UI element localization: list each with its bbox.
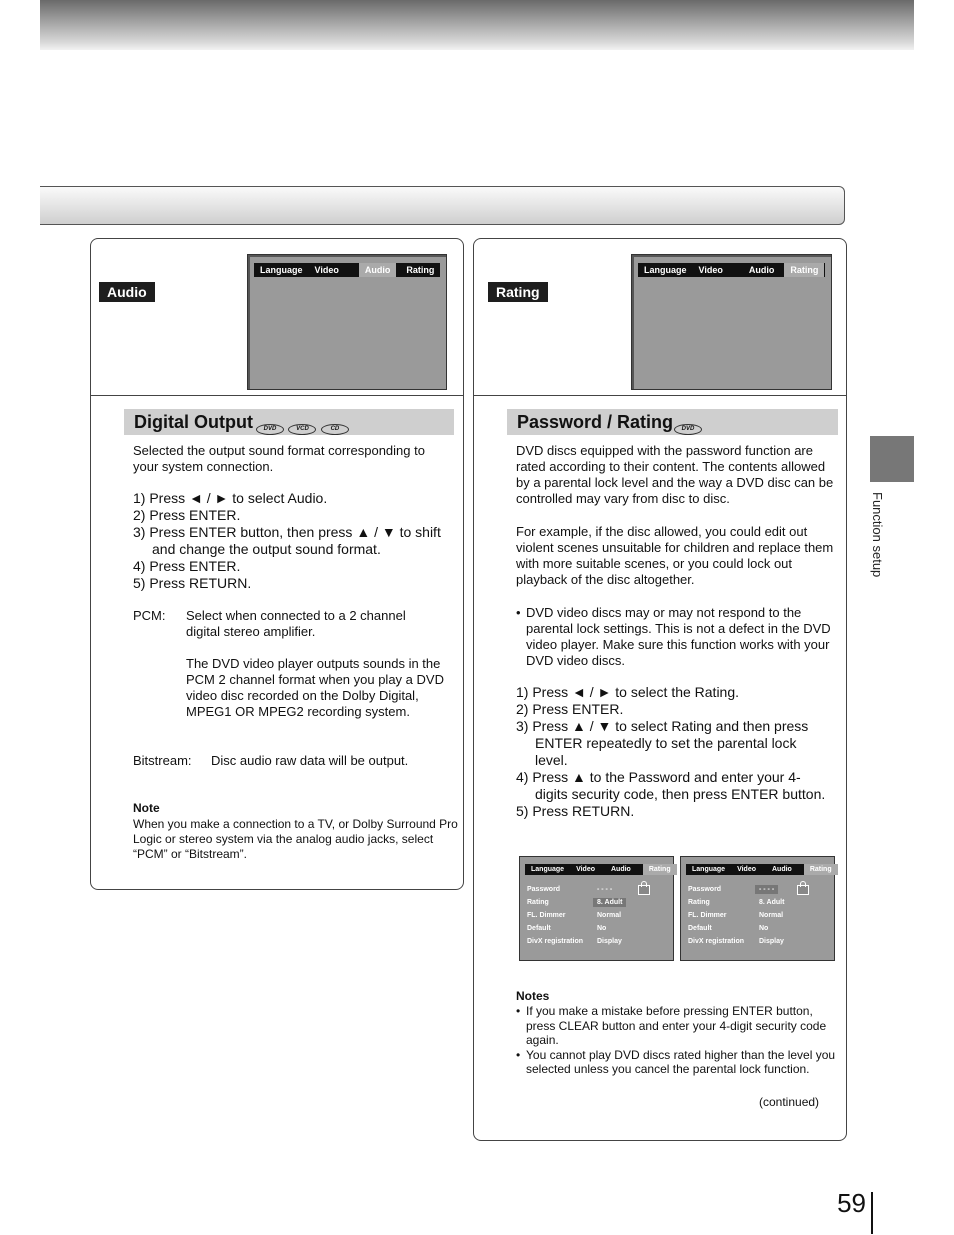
menu-label-rating: Rating	[688, 899, 710, 906]
divider	[474, 395, 846, 396]
osd-tab-language: Language	[644, 265, 687, 275]
osd-tab-language: Language	[260, 265, 303, 275]
step-5: 5) Press RETURN.	[516, 803, 635, 819]
step-5: 5) Press RETURN.	[133, 575, 252, 591]
divider	[91, 395, 463, 396]
disc-icons	[674, 417, 702, 435]
note-text: When you make a connection to a TV, or Dolby Surround Pro Logic or stereo system via the analog audio jacks, select “PCM” or “Bitstream”.	[133, 817, 458, 861]
pcm-label: PCM:	[133, 608, 166, 623]
steps	[133, 490, 459, 592]
menu-label-default: Default	[527, 925, 551, 932]
continued-label: (continued)	[759, 1095, 820, 1109]
menu-label-password: Password	[527, 886, 561, 893]
menu-value-default: No	[759, 925, 769, 932]
notes-title: Notes	[516, 989, 550, 1003]
side-tab-marker	[870, 436, 914, 482]
section-title-bar	[40, 186, 845, 225]
bullet-item: • DVD video discs may or may not respond to the parental lock settings. This is not a defect in the DVD video player. Make sure this function works with your DVD video discs.	[516, 605, 834, 669]
dvd-disc-icon: DVD	[256, 424, 284, 435]
rating-osd-screen	[631, 254, 832, 390]
password-rating-header	[507, 409, 838, 435]
note-text: If you make a mistake before pressing ENTER button, press CLEAR button and enter your 4-digit security code again.	[526, 1004, 827, 1047]
menu-label-dimmer: FL. Dimmer	[688, 912, 727, 919]
notes-list	[516, 1004, 836, 1077]
menu-tab-rating: Rating	[804, 864, 838, 875]
step-1: 1) Press ◄ / ► to select Audio.	[133, 490, 328, 506]
pcm-text-2: The DVD video player outputs sounds in the PCM 2 channel format when you play a DVD video disc recorded on the Dolby Digital, MPEG1 OR MPEG2 recording system.	[186, 656, 444, 719]
cd-disc-icon: CD	[321, 424, 349, 435]
step-3: 3) Press ▲ / ▼ to select Rating and then press	[516, 718, 809, 734]
menu-value-rating: 8. Adult	[759, 899, 785, 906]
menu-label-default: Default	[688, 925, 712, 932]
step-4: 4) Press ▲ to the Password and enter your 4-	[516, 769, 801, 785]
menu-tab-rating: Rating	[643, 864, 677, 875]
step-1: 1) Press ◄ / ► to select the Rating.	[516, 684, 740, 700]
menu-label-rating: Rating	[527, 899, 549, 906]
audio-tag: Audio	[99, 282, 155, 302]
osd-tab-video: Video	[314, 265, 339, 275]
vcd-disc-icon: VCD	[288, 424, 316, 435]
note-title: Note	[133, 801, 160, 815]
bitstream-text: Disc audio raw data will be output.	[211, 753, 409, 768]
menu-tab-language: Language	[692, 866, 726, 873]
osd-tab-rating: Rating	[406, 265, 435, 275]
left-panel	[90, 238, 464, 890]
menu-label-divx: DivX registration	[527, 938, 584, 945]
osd-tab-video: Video	[698, 265, 723, 275]
right-panel	[473, 238, 847, 1141]
menu-value-divx: Display	[759, 938, 784, 945]
menu-value-dimmer: Normal	[759, 912, 784, 919]
menu-value-default: No	[597, 925, 607, 932]
menu-value-password: - - - -	[755, 885, 778, 894]
steps	[516, 684, 842, 820]
lock-icon	[638, 885, 650, 895]
section-title: Digital Output	[134, 412, 253, 432]
menu-tab-audio: Audio	[772, 866, 792, 873]
disc-icons	[256, 417, 349, 435]
audio-osd-screen	[247, 254, 447, 390]
menu-label-dimmer: FL. Dimmer	[527, 912, 566, 919]
rating-menu-screen-1	[519, 856, 674, 961]
step-4-cont: digits security code, then press ENTER button.	[535, 786, 826, 802]
step-2: 2) Press ENTER.	[133, 507, 241, 523]
header-band	[40, 0, 914, 50]
para-1: DVD discs equipped with the password function are rated according to their content. The contents allowed by a parental lock level and the way a DVD disc can be controlled may vary from disc to disc.	[516, 443, 834, 506]
lock-icon	[797, 885, 809, 895]
osd-tab-rating: Rating	[784, 263, 824, 277]
digital-output-header	[124, 409, 454, 435]
section-title: Password / Rating	[517, 412, 674, 432]
bullet-text: DVD video discs may or may not respond to the parental lock settings. This is not a defect in the DVD video player. Make sure this function works with your DVD video discs.	[526, 605, 831, 668]
step-3-cont: and change the output sound format.	[152, 541, 381, 557]
para-2: For example, if the disc allowed, you could edit out violent scenes unsuitable for children and replace them with more suitable scenes, or you could lock out playback of the disc altogether.	[516, 524, 834, 587]
menu-tab-audio: Audio	[611, 866, 631, 873]
osd-tab-audio: Audio	[748, 265, 775, 275]
page-rule	[871, 1192, 873, 1234]
osd-tab-audio: Audio	[359, 263, 397, 277]
side-label-text: Function setup	[870, 492, 885, 578]
note-item: • You cannot play DVD discs rated higher than the level you selected unless you cancel the parental lock function.	[516, 1047, 836, 1076]
menu-tab-video: Video	[737, 866, 756, 873]
menu-value-rating: 8. Adult	[593, 898, 626, 907]
pcm-text-1: Select when connected to a 2 channel digital stereo amplifier.	[186, 608, 406, 639]
step-3: 3) Press ENTER button, then press ▲ / ▼ to shift	[133, 524, 441, 540]
menu-value-password: - - - -	[597, 886, 613, 893]
rating-tag: Rating	[488, 282, 548, 302]
intro-text: Selected the output sound format corresponding to your system connection.	[133, 443, 425, 474]
menu-label-divx: DivX registration	[688, 938, 745, 945]
menu-tab-language: Language	[531, 866, 565, 873]
dvd-disc-icon: DVD	[674, 424, 702, 435]
step-2: 2) Press ENTER.	[516, 701, 624, 717]
note-item: • If you make a mistake before pressing ENTER button, press CLEAR button and enter your 4-digit security code again.	[516, 1004, 827, 1047]
menu-value-dimmer: Normal	[597, 912, 622, 919]
page-number: 59	[837, 1188, 866, 1218]
side-label	[870, 492, 890, 582]
rating-menu-screen-2	[680, 856, 835, 961]
step-3-cont: level.	[535, 752, 568, 768]
menu-tab-video: Video	[576, 866, 595, 873]
menu-value-divx: Display	[597, 938, 622, 945]
note-text: You cannot play DVD discs rated higher than the level you selected unless you cancel the parental lock function.	[526, 1047, 836, 1076]
bitstream-label: Bitstream:	[133, 753, 192, 768]
menu-label-password: Password	[688, 886, 722, 893]
step-3-cont: ENTER repeatedly to set the parental lock	[535, 735, 797, 751]
step-4: 4) Press ENTER.	[133, 558, 241, 574]
